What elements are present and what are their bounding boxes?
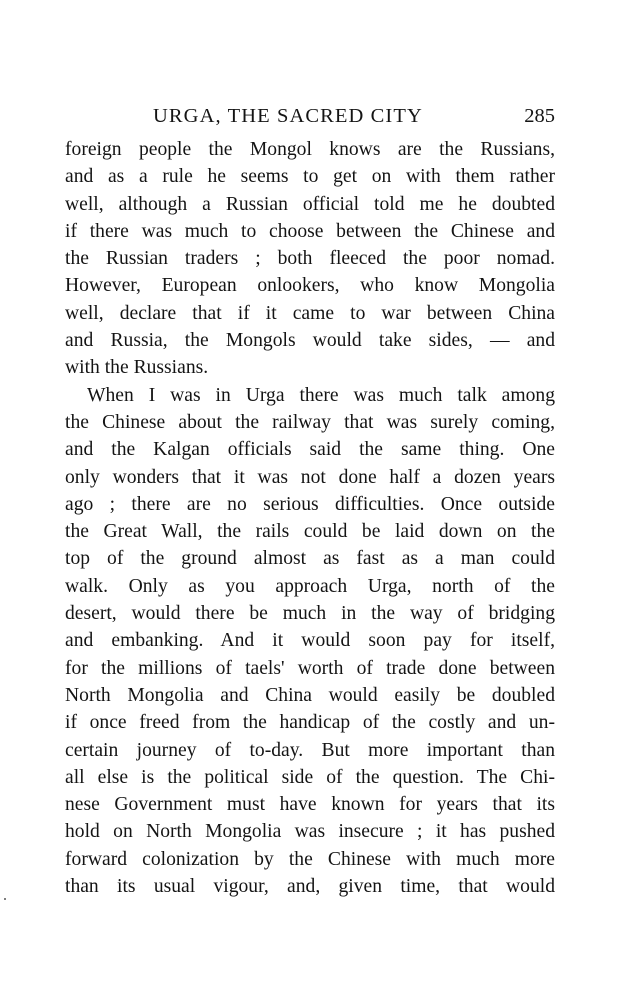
text-line: for the millions of taels' worth of trade done between [65, 657, 555, 679]
running-title: URGA, THE SACRED CITY [153, 105, 423, 127]
text-line: and the Kalgan officials said the same thing. One [65, 439, 555, 461]
text-line: the Great Wall, the rails could be laid down on the [65, 521, 555, 543]
text-line: only wonders that it was not done half a dozen years [65, 466, 555, 488]
text-line: top of the ground almost as fast as a man could [65, 548, 555, 570]
text-line: forward colonization by the Chinese with much more [65, 848, 555, 870]
text-line: the Chinese about the railway that was surely coming, [65, 411, 555, 433]
text-line: well, although a Russian official told me he doubted [65, 193, 555, 215]
text-line: foreign people the Mongol knows are the Russians, [65, 139, 555, 160]
text-line: However, European onlookers, who know Mongolia [65, 275, 555, 297]
text-line: and embanking. And it would soon pay for itself, [65, 630, 555, 652]
text-line: with the Russians. [65, 357, 209, 379]
page-number: 285 [524, 105, 555, 127]
text-line: all else is the political side of the question. The Chi- [65, 766, 555, 788]
text-line: if there was much to choose between the Chinese and [65, 220, 555, 242]
text-line: North Mongolia and China would easily be doubled [65, 684, 555, 706]
text-line: hold on North Mongolia was insecure ; it has pushed [65, 821, 555, 843]
paragraph-first-line: When I was in Urga there was much talk among [87, 384, 555, 406]
text-line: well, declare that if it came to war between China [65, 302, 555, 324]
text-line: if once freed from the handicap of the costly and un- [65, 712, 555, 734]
body-text [65, 136, 555, 900]
scan-speck [4, 898, 6, 900]
running-head [65, 101, 555, 131]
text-line: certain journey of to-day. But more important than [65, 739, 555, 761]
text-line: desert, would there be much in the way of bridging [65, 603, 555, 625]
text-line: and as a rule he seems to get on with them rather [65, 166, 555, 188]
text-line: walk. Only as you approach Urga, north of the [65, 575, 555, 597]
text-line: and Russia, the Mongols would take sides, — and [65, 330, 555, 352]
text-line: than its usual vigour, and, given time, that would [65, 876, 555, 898]
text-line: ago ; there are no serious difficulties. Once outside [65, 493, 555, 515]
text-line: nese Government must have known for years that its [65, 794, 555, 816]
text-line: the Russian traders ; both fleeced the poor nomad. [65, 248, 555, 270]
